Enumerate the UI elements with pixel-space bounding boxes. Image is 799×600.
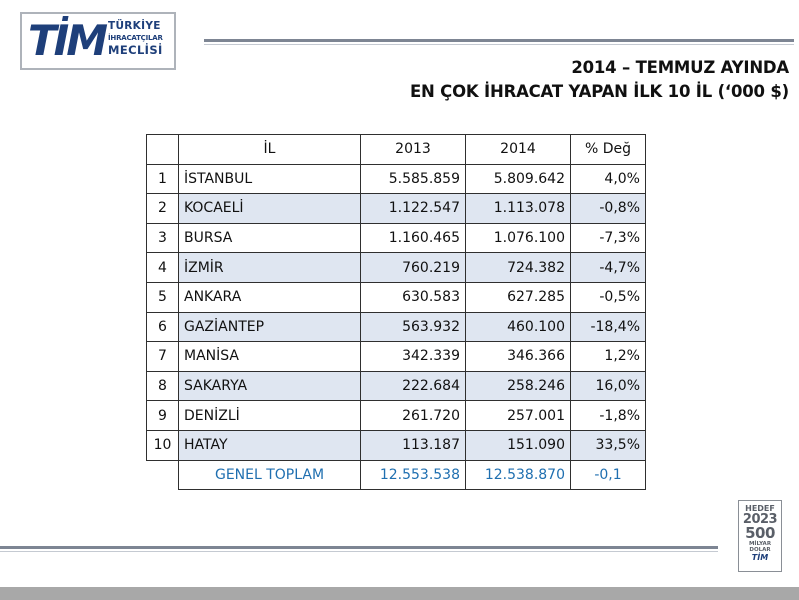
cell-2013: 113.187 bbox=[361, 430, 466, 460]
table-row bbox=[147, 312, 646, 342]
table-row bbox=[147, 164, 646, 194]
badge-line-4: MİLYAR bbox=[748, 541, 772, 547]
cell-pct: -7,3% bbox=[571, 223, 646, 253]
cell-pct: 4,0% bbox=[571, 164, 646, 194]
title-line-1: 2014 – TEMMUZ AYINDA bbox=[571, 58, 789, 77]
header-rank bbox=[147, 135, 179, 165]
cell-2014: 258.246 bbox=[466, 371, 571, 401]
cell-il: KOCAELİ bbox=[179, 194, 361, 224]
cell-2013: 5.585.859 bbox=[361, 164, 466, 194]
total-2014: 12.538.870 bbox=[466, 460, 571, 490]
total-blank bbox=[147, 460, 179, 490]
cell-2014: 257.001 bbox=[466, 401, 571, 431]
header-rule bbox=[204, 39, 794, 42]
table-header-row bbox=[147, 135, 646, 165]
header-pct: % Değ bbox=[571, 135, 646, 165]
cell-il: İZMİR bbox=[179, 253, 361, 283]
table-row bbox=[147, 371, 646, 401]
tim-logo bbox=[20, 12, 176, 70]
badge-line-5: DOLAR bbox=[749, 547, 771, 553]
cell-rank: 7 bbox=[147, 342, 179, 372]
cell-rank: 3 bbox=[147, 223, 179, 253]
logo-line-1: TÜRKİYE bbox=[108, 20, 161, 32]
cell-2014: 151.090 bbox=[466, 430, 571, 460]
export-table bbox=[146, 134, 646, 490]
cell-pct: -4,7% bbox=[571, 253, 646, 283]
table-row bbox=[147, 430, 646, 460]
cell-pct: -0,5% bbox=[571, 282, 646, 312]
cell-il: MANİSA bbox=[179, 342, 361, 372]
cell-2014: 5.809.642 bbox=[466, 164, 571, 194]
page-title bbox=[229, 56, 789, 104]
footer-band bbox=[0, 587, 799, 600]
total-label: GENEL TOPLAM bbox=[179, 460, 361, 490]
cell-pct: -0,8% bbox=[571, 194, 646, 224]
cell-pct: 1,2% bbox=[571, 342, 646, 372]
logo-line-2: İHRACATÇILAR bbox=[108, 34, 163, 42]
cell-pct: -18,4% bbox=[571, 312, 646, 342]
cell-il: DENİZLİ bbox=[179, 401, 361, 431]
header-rule-thin bbox=[204, 44, 794, 45]
header-il: İL bbox=[179, 135, 361, 165]
cell-il: ANKARA bbox=[179, 282, 361, 312]
logo-line-3: MECLİSİ bbox=[108, 43, 163, 57]
cell-il: GAZİANTEP bbox=[179, 312, 361, 342]
header-2014: 2014 bbox=[466, 135, 571, 165]
badge-line-3: 500 bbox=[745, 524, 775, 542]
cell-2013: 563.932 bbox=[361, 312, 466, 342]
cell-2014: 460.100 bbox=[466, 312, 571, 342]
cell-rank: 8 bbox=[147, 371, 179, 401]
cell-rank: 1 bbox=[147, 164, 179, 194]
cell-2014: 1.113.078 bbox=[466, 194, 571, 224]
header-2013: 2013 bbox=[361, 135, 466, 165]
cell-2013: 342.339 bbox=[361, 342, 466, 372]
table-row bbox=[147, 282, 646, 312]
badge-line-1: HEDEF bbox=[745, 504, 775, 513]
cell-il: İSTANBUL bbox=[179, 164, 361, 194]
cell-2014: 627.285 bbox=[466, 282, 571, 312]
cell-rank: 6 bbox=[147, 312, 179, 342]
logo-mark: TİM bbox=[28, 16, 106, 65]
cell-2013: 1.160.465 bbox=[361, 223, 466, 253]
total-2013: 12.553.538 bbox=[361, 460, 466, 490]
cell-2014: 724.382 bbox=[466, 253, 571, 283]
cell-rank: 4 bbox=[147, 253, 179, 283]
table-row bbox=[147, 194, 646, 224]
table-row bbox=[147, 223, 646, 253]
cell-il: SAKARYA bbox=[179, 371, 361, 401]
footer-rule-thin bbox=[0, 551, 718, 552]
table-row bbox=[147, 253, 646, 283]
cell-rank: 2 bbox=[147, 194, 179, 224]
cell-pct: 16,0% bbox=[571, 371, 646, 401]
title-line-2: EN ÇOK İHRACAT YAPAN İLK 10 İL (‘000 $) bbox=[409, 82, 789, 101]
cell-rank: 5 bbox=[147, 282, 179, 312]
cell-pct: 33,5% bbox=[571, 430, 646, 460]
table-row bbox=[147, 401, 646, 431]
badge-line-6: TİM bbox=[751, 553, 769, 562]
cell-2014: 346.366 bbox=[466, 342, 571, 372]
total-row bbox=[147, 460, 646, 490]
cell-2013: 222.684 bbox=[361, 371, 466, 401]
cell-2013: 261.720 bbox=[361, 401, 466, 431]
cell-2013: 760.219 bbox=[361, 253, 466, 283]
cell-2013: 630.583 bbox=[361, 282, 466, 312]
cell-rank: 10 bbox=[147, 430, 179, 460]
badge-line-2: 2023 bbox=[742, 512, 778, 527]
total-pct: -0,1 bbox=[571, 460, 646, 490]
hedef-2023-badge bbox=[738, 500, 782, 572]
logo-text bbox=[108, 20, 172, 57]
cell-il: HATAY bbox=[179, 430, 361, 460]
footer-rule bbox=[0, 546, 718, 549]
table-row bbox=[147, 342, 646, 372]
cell-2013: 1.122.547 bbox=[361, 194, 466, 224]
cell-rank: 9 bbox=[147, 401, 179, 431]
cell-pct: -1,8% bbox=[571, 401, 646, 431]
cell-2014: 1.076.100 bbox=[466, 223, 571, 253]
cell-il: BURSA bbox=[179, 223, 361, 253]
